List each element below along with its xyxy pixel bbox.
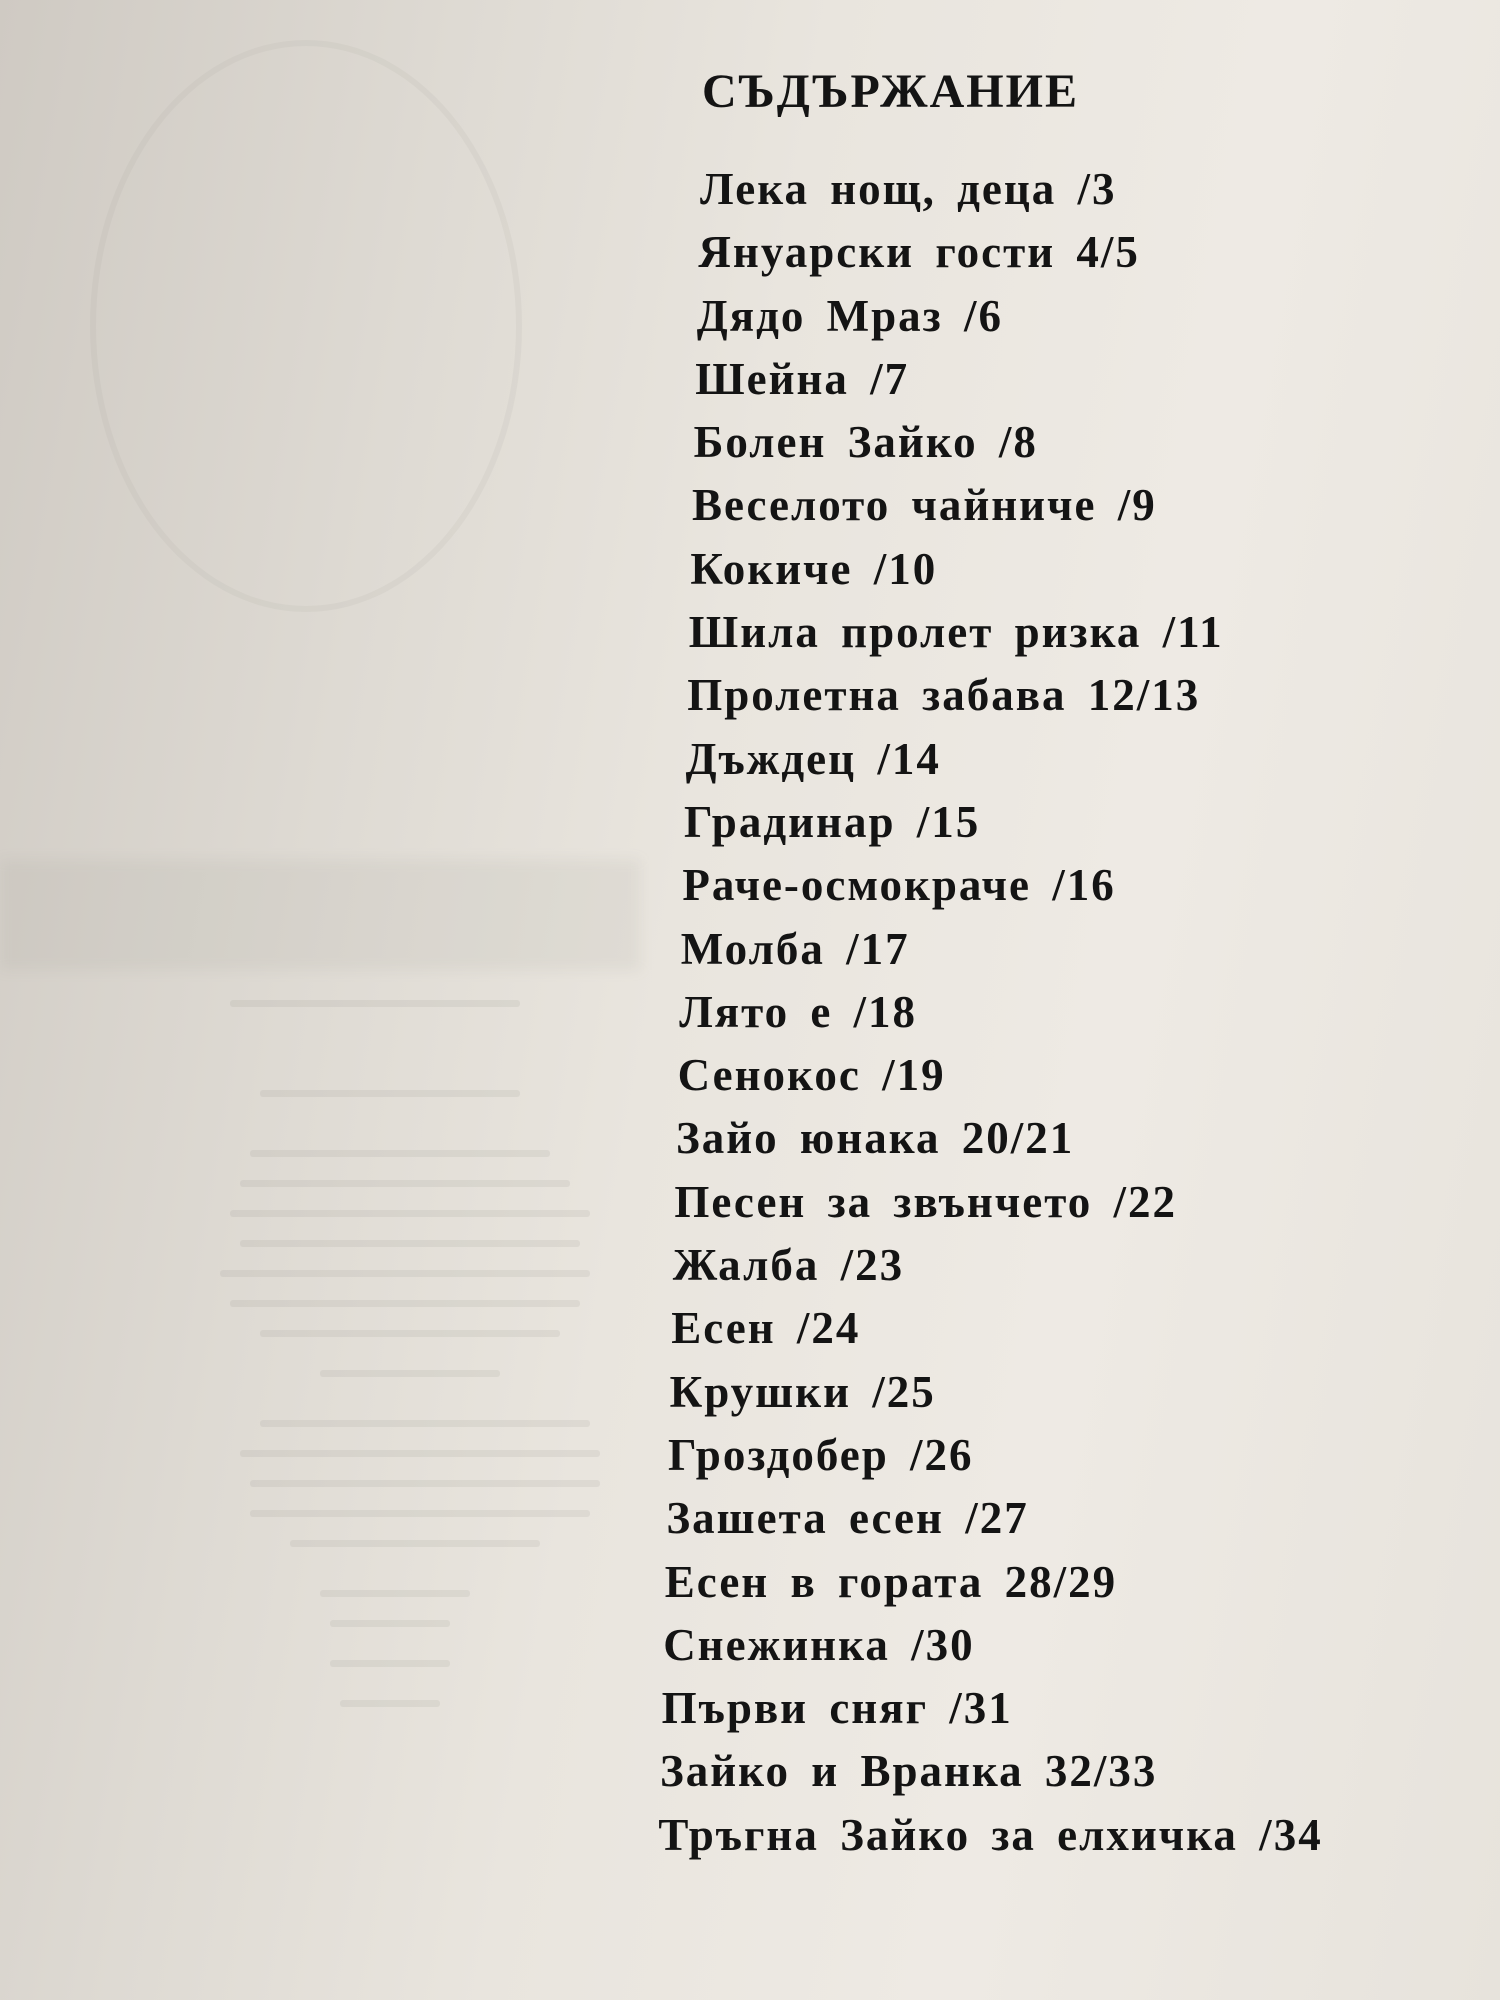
bleed-through-title [0, 860, 640, 970]
toc-entry: Първи сняг /31 [661, 1683, 1013, 1734]
toc-entry: Болен Зайко /8 [693, 417, 1038, 468]
toc-entry: Зашета есен /27 [666, 1493, 1029, 1544]
table-of-contents [640, 62, 1460, 1867]
toc-heading: СЪДЪРЖАНИЕ [702, 65, 1079, 118]
toc-entry: Жалба /23 [672, 1240, 905, 1291]
toc-entry: Раче-осмокраче /16 [682, 860, 1116, 911]
toc-entry: Тръгна Зайко за елхичка /34 [658, 1809, 1323, 1860]
toc-entry: Лято е /18 [679, 986, 918, 1037]
toc-entry: Шила пролет ризка /11 [688, 607, 1224, 658]
toc-entry: Молба /17 [680, 923, 910, 974]
toc-entry: Крушки /25 [669, 1366, 936, 1417]
toc-entry: Кокиче /10 [690, 543, 938, 594]
toc-entry: Януарски гости 4/5 [698, 227, 1140, 278]
toc-entry: Веселото чайниче /9 [692, 480, 1157, 531]
toc-entry: Пролетна забава 12/13 [687, 670, 1201, 721]
toc-entry: Дядо Мраз /6 [696, 290, 1003, 341]
toc-entry: Лека нощ, деца /3 [700, 164, 1117, 214]
toc-entry: Есен в гората 28/29 [664, 1556, 1118, 1607]
toc-entry: Гроздобер /26 [668, 1429, 974, 1480]
toc-entry: Снежинка /30 [663, 1619, 975, 1670]
toc-entry: Зайо юнака 20/21 [676, 1113, 1075, 1164]
toc-entry: Сенокос /19 [677, 1050, 946, 1101]
toc-list [640, 158, 1460, 1867]
toc-entry: Шейна /7 [695, 353, 910, 404]
toc-entry: Песен за звънчето /22 [674, 1176, 1177, 1227]
toc-entry: Зайко и Вранка 32/33 [660, 1746, 1158, 1797]
toc-entry: Градинар /15 [684, 796, 981, 847]
toc-entry: Есен /24 [671, 1303, 861, 1354]
bleed-through-illustration [90, 40, 522, 612]
toc-entry: Дъждец /14 [685, 733, 941, 784]
bleed-through-text [0, 860, 620, 1900]
